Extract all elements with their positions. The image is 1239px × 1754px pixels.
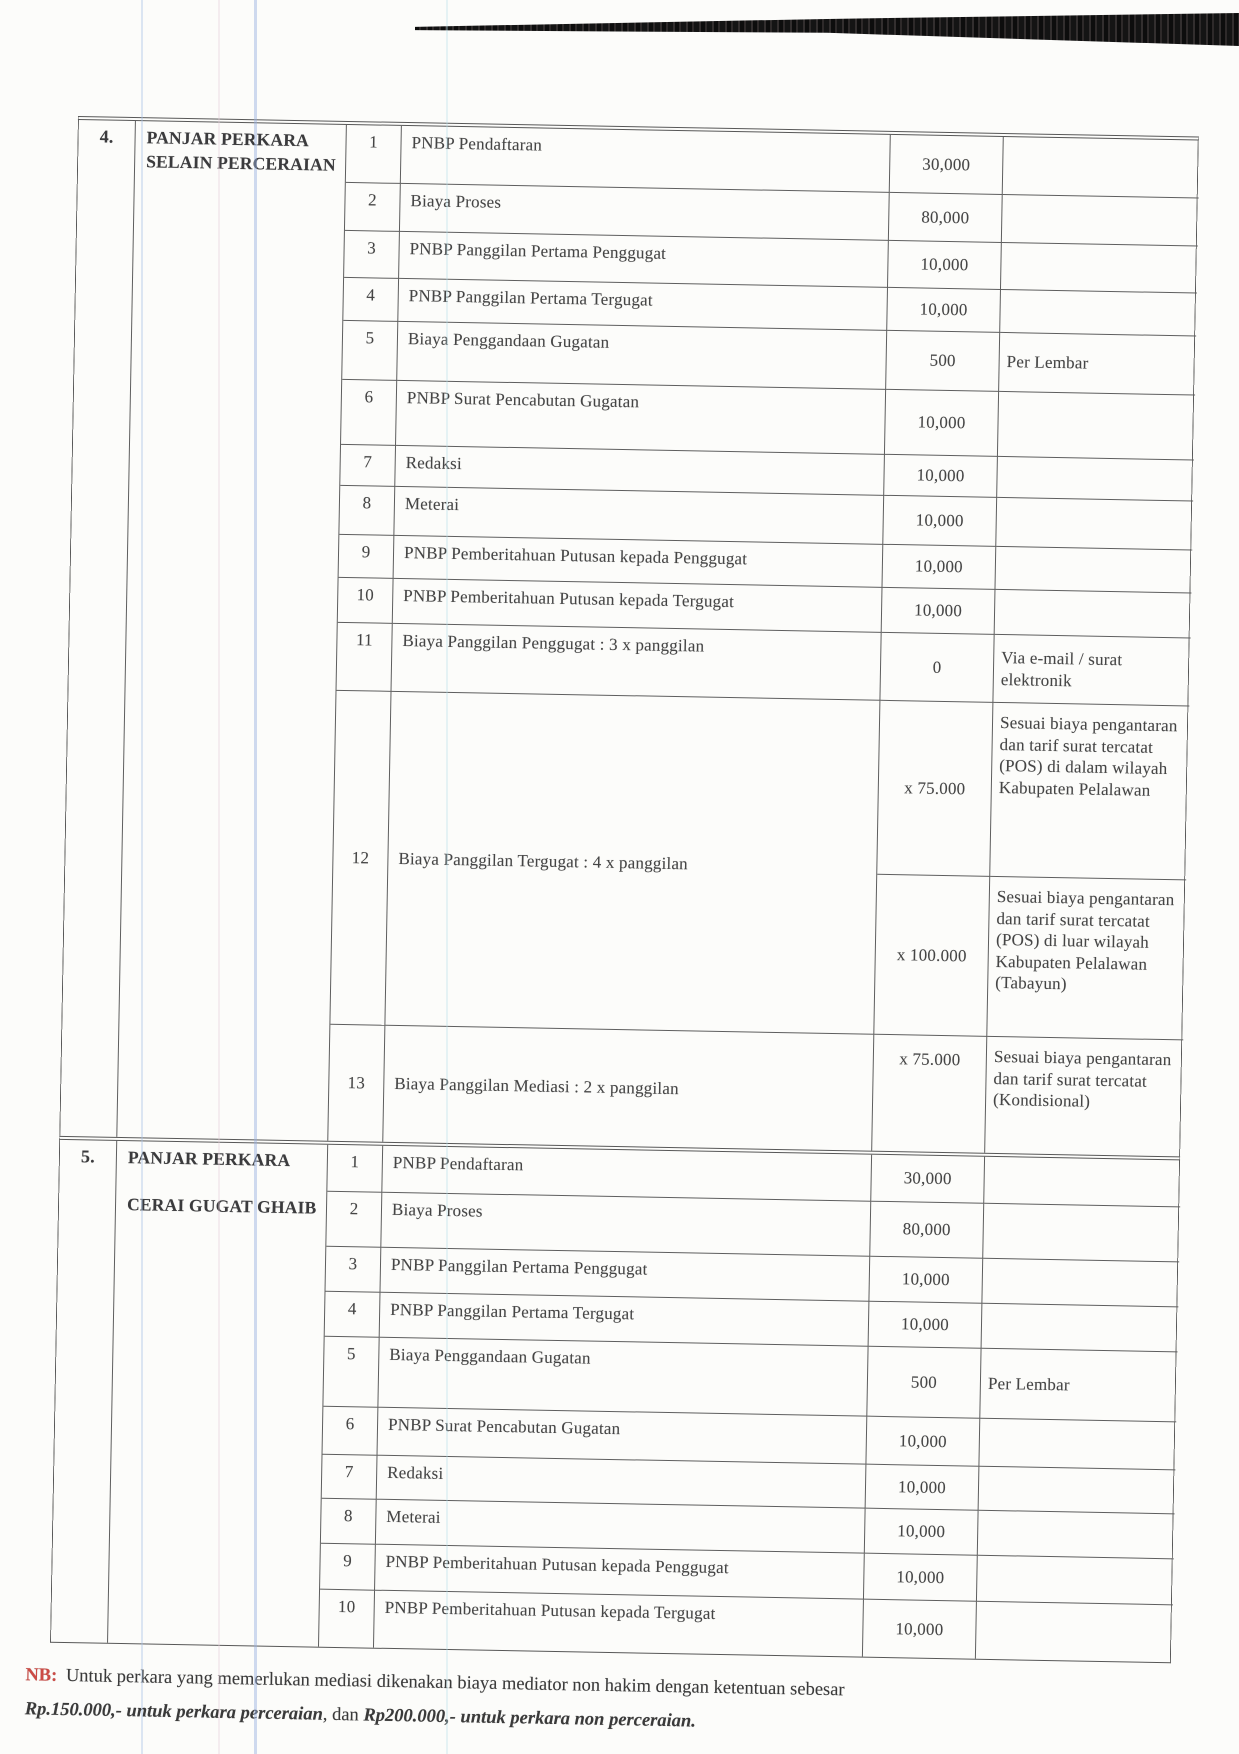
- fee-note: [982, 1304, 1179, 1353]
- fee-amount: 10,000: [864, 1554, 978, 1602]
- row-number: 3: [344, 231, 400, 279]
- fee-amount: 10,000: [884, 455, 998, 498]
- fee-note: [977, 1556, 1174, 1606]
- fee-amount: 10,000: [883, 496, 997, 547]
- fee-table-section-4: [59, 116, 1199, 1156]
- row-number: 8: [321, 1499, 377, 1545]
- fee-amount: x 100.000: [874, 875, 990, 1037]
- row-number: 2: [326, 1192, 382, 1248]
- row-number: 11: [337, 623, 393, 692]
- fee-amount: 500: [886, 331, 1000, 392]
- fee-note: [979, 1467, 1176, 1515]
- fee-amount: 10,000: [866, 1417, 980, 1467]
- fee-amount: 80,000: [889, 193, 1003, 243]
- fee-note: [1003, 137, 1200, 199]
- fee-amount: 10,000: [865, 1509, 979, 1556]
- fee-note: [1001, 243, 1198, 294]
- row-number: 6: [323, 1407, 379, 1456]
- fee-item-label: PNBP Panggilan Pertama Tergugat: [398, 279, 888, 331]
- row-number: 8: [339, 486, 395, 536]
- fee-item-label: Biaya Proses: [381, 1193, 871, 1257]
- row-number: 10: [319, 1590, 375, 1648]
- fee-item-label: PNBP Surat Pencabutan Gugatan: [378, 1408, 868, 1465]
- section-category: PANJAR PERKARA CERAI GUGAT GHAIB: [108, 1141, 328, 1647]
- row-number: 5: [342, 321, 398, 381]
- fee-item-label: Meterai: [394, 487, 884, 545]
- fee-amount: 500: [867, 1347, 981, 1419]
- fee-note: Via e-mail / surat elektronik: [993, 635, 1190, 707]
- row-number: 10: [338, 578, 394, 624]
- fee-note: [979, 1419, 1176, 1471]
- fee-amount: 10,000: [863, 1600, 977, 1659]
- fee-amount: x 75.000: [872, 1035, 987, 1153]
- note-text: Untuk perkara yang memerlukan mediasi dikenakan biaya mediator non hakim dengan ketentuan sebesar: [65, 1666, 845, 1701]
- note-amount-divorce: Rp.150.000,- untuk perkara perceraian: [24, 1699, 324, 1725]
- fee-item-label: PNBP Pemberitahuan Putusan kepada Penggugat: [375, 1545, 865, 1600]
- fee-note: Per Lembar: [980, 1349, 1177, 1423]
- section-number: 4.: [60, 120, 136, 1137]
- row-number: 9: [339, 535, 395, 579]
- fee-amount: x 75.000: [877, 701, 993, 877]
- fee-amount: 10,000: [869, 1302, 983, 1349]
- fee-table-section-5: [50, 1136, 1180, 1663]
- fee-item-label: PNBP Panggilan Pertama Penggugat: [380, 1248, 870, 1302]
- fee-item-label: Biaya Proses: [400, 184, 890, 241]
- note: [24, 1658, 933, 1743]
- fee-amount: 10,000: [888, 241, 1002, 290]
- fee-item-label: PNBP Surat Pencabutan Gugatan: [396, 381, 886, 455]
- fee-item-label: Biaya Panggilan Penggugat : 3 x panggilan: [392, 624, 882, 701]
- fee-item-label: Biaya Panggilan Mediasi : 2 x panggilan: [383, 1026, 874, 1151]
- fee-item-label: PNBP Pendaftaran: [401, 126, 891, 193]
- fee-note: [997, 457, 1194, 502]
- row-number: 3: [325, 1247, 381, 1293]
- fee-item-label: Biaya Penggandaan Gugatan: [378, 1338, 868, 1417]
- row-number: 4: [343, 278, 399, 322]
- section-number: 5.: [51, 1140, 117, 1643]
- row-number: 1: [346, 125, 402, 184]
- fee-amount: 0: [880, 633, 994, 703]
- fee-note: Per Lembar: [999, 333, 1196, 396]
- fee-amount: 10,000: [885, 390, 999, 457]
- row-number: 12: [330, 691, 391, 1026]
- fee-note: [998, 392, 1195, 461]
- row-number: 7: [322, 1455, 378, 1500]
- fee-item-label: Biaya Penggandaan Gugatan: [397, 322, 887, 390]
- fee-note: [995, 547, 1192, 594]
- row-number: 1: [327, 1145, 383, 1193]
- document-content: [24, 116, 1198, 1748]
- fee-amount: 10,000: [887, 288, 1001, 333]
- note-amount-nondivorce: Rp200.000,- untuk perkara non perceraian.: [363, 1705, 697, 1732]
- fee-note: [983, 1204, 1180, 1263]
- fee-note: Sesuai biaya pengantaran dan tarif surat tercatat (POS) di luar wilayah Kabupaten Pelalawan (Tabayun): [987, 877, 1186, 1041]
- fee-item-label: PNBP Pendaftaran: [382, 1146, 872, 1202]
- note-separator: , dan: [322, 1704, 364, 1726]
- fee-note: Sesuai biaya pengantaran dan tarif surat tercatat (POS) di dalam wilayah Kabupaten Pelalawan: [990, 703, 1189, 881]
- row-number: 13: [328, 1025, 385, 1142]
- fee-note: Sesuai biaya pengantaran dan tarif surat tercatat (Kondisional): [992, 1046, 1172, 1111]
- row-number: 4: [325, 1292, 381, 1338]
- fee-amount: 10,000: [882, 588, 996, 635]
- row-number: 5: [323, 1337, 379, 1408]
- fee-amount: 30,000: [890, 135, 1004, 195]
- fee-note: [982, 1259, 1179, 1308]
- fee-item-label: PNBP Pemberitahuan Putusan kepada Tergugat: [393, 579, 883, 633]
- fee-item-label: Redaksi: [377, 1456, 867, 1509]
- row-number: 7: [340, 445, 396, 487]
- fee-item-label: PNBP Panggilan Pertama Penggugat: [399, 232, 889, 288]
- fee-item-label: PNBP Pemberitahuan Putusan kepada Penggugat: [394, 536, 884, 588]
- row-number: 2: [345, 183, 401, 232]
- section-category: PANJAR PERKARA SELAIN PERCERAIAN: [117, 121, 347, 1141]
- fee-item-label: PNBP Panggilan Pertama Tergugat: [380, 1293, 870, 1347]
- fee-note: [984, 1157, 1181, 1208]
- fee-amount: 10,000: [866, 1465, 980, 1511]
- fee-note: [976, 1602, 1173, 1663]
- fee-note: [995, 590, 1192, 639]
- fee-note: [978, 1511, 1175, 1560]
- fee-amount: 10,000: [869, 1257, 983, 1304]
- fee-item-label: Biaya Panggilan Tergugat : 4 x panggilan: [385, 692, 880, 1035]
- row-number: 6: [341, 380, 397, 446]
- row-number: 9: [320, 1544, 376, 1591]
- fee-note: [1002, 195, 1199, 247]
- note-label: NB:: [25, 1665, 58, 1686]
- fee-amount: 80,000: [870, 1202, 984, 1259]
- fee-note: [996, 498, 1193, 551]
- fee-amount: 10,000: [882, 545, 996, 590]
- fee-note: [1000, 290, 1197, 337]
- fee-amount: 30,000: [871, 1155, 985, 1204]
- fee-item-label: Meterai: [376, 1500, 866, 1554]
- fee-item-label: Redaksi: [395, 446, 885, 496]
- fee-item-label: PNBP Pemberitahuan Putusan kepada Tergugat: [374, 1591, 864, 1657]
- scan-artifact-top-band: [415, 13, 1239, 46]
